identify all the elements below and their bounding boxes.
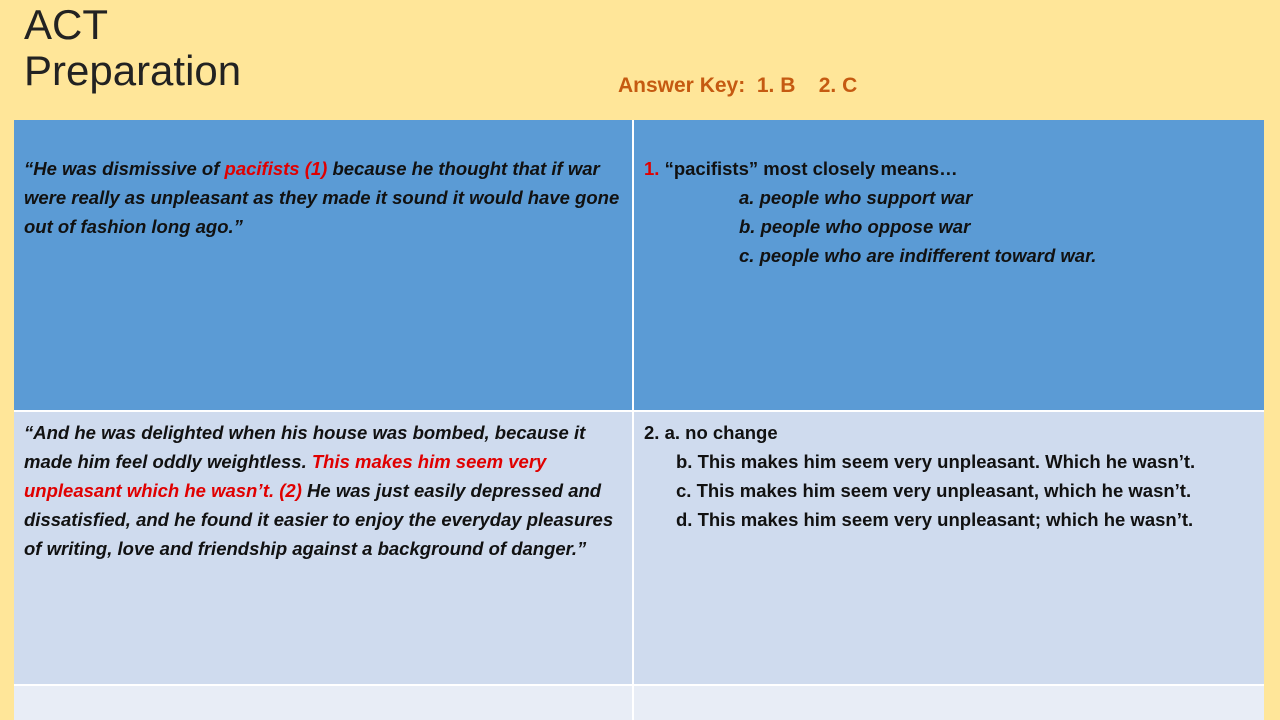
passage-2-text-end: He was just easily depressed and dissatisfied, and he found it easier to enjoy the everyday pleasures of writing, love and friendship against a background of danger.” — [24, 480, 614, 559]
empty-cell-left — [14, 686, 632, 720]
answer-key: Answer Key: 1. B 2. C — [618, 74, 858, 97]
question-1-option-c: c. people who are indifferent toward war. — [739, 245, 1097, 266]
slide-title — [24, 2, 241, 94]
passage-1 — [24, 154, 622, 241]
question-cell-2 — [634, 412, 1264, 684]
question-1-prompt — [644, 154, 1254, 183]
passage-1-highlight: pacifists (1) — [224, 158, 328, 179]
question-table — [14, 120, 1264, 720]
title-line-1: ACT — [24, 1, 108, 48]
question-1-number: 1. — [644, 158, 660, 179]
question-cell-1 — [634, 120, 1264, 410]
passage-1-text-start: “He was dismissive of — [24, 158, 225, 179]
passage-cell-1 — [14, 120, 632, 410]
passage-cell-2 — [14, 412, 632, 684]
passage-2-text-start: “And he was delighted when his house was bombed, because it made him feel oddly weightless. — [24, 422, 586, 472]
question-1-option-a: a. people who support war — [739, 187, 973, 208]
passage-2 — [24, 418, 622, 563]
question-1-text: “pacifists” most closely means… — [659, 158, 958, 179]
passage-1-text-end: because he thought that if war were really as unpleasant as they made it sound it would have gone out of fashion long ago.” — [24, 158, 620, 237]
question-2-option-c: c. This makes him seem very unpleasant, which he wasn’t. — [676, 480, 1192, 501]
passage-2-highlight: This makes him seem very unpleasant which he wasn’t. (2) — [24, 451, 547, 501]
question-1-option-b: b. people who oppose war — [739, 216, 971, 237]
empty-cell-right — [634, 686, 1264, 720]
question-2-option-a: 2. a. no change — [644, 422, 778, 443]
title-line-2: Preparation — [24, 47, 242, 94]
question-2-option-d: d. This makes him seem very unpleasant; which he wasn’t. — [676, 509, 1194, 530]
question-2-option-b: b. This makes him seem very unpleasant. Which he wasn’t. — [676, 451, 1196, 472]
